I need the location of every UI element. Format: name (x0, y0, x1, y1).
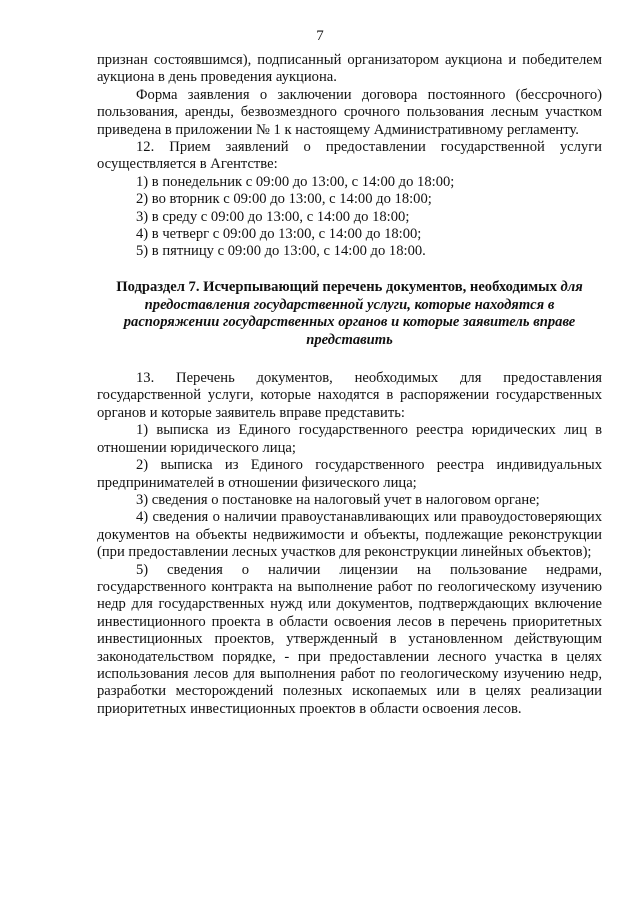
section-13-item-5: 5) сведения о наличии лицензии на пользование недрами, государственного контракта на выполнение работ по геологическому изучению недр для государственных нужд или документов, подтверждающих включение инвестиционного проекта в области освоения лесов в перечень приоритетных инвестиционных проектов, утвержденный в установленном действующим законодательством порядке, - при предоставлении лесного участка в целях использования лесов для выполнения работ по геологическому изучению недр, разработки месторождений полезных ископаемых или в целях реализации приоритетных инвестиционных проектов в области освоения лесов. (97, 561, 602, 717)
paragraph-13: 13. Перечень документов, необходимых для предоставления государственной услуги, которые находятся в распоряжении государственных органов и которые заявитель вправе представить: (97, 370, 602, 421)
paragraph-continuation: признан состоявшимся), подписанный организатором аукциона и победителем аукциона в день проведения аукциона. (97, 52, 602, 86)
section-13-item-1: 1) выписка из Единого государственного реестра юридических лиц в отношении юридического лица; (97, 422, 602, 456)
heading-rest: для предоставления государственной услуги, которые находятся в распоряжении государственных органов и которые заявитель вправе представить (123, 278, 583, 349)
subsection-7-heading (97, 279, 602, 350)
schedule-list (97, 174, 602, 261)
paragraph-12: 12. Прием заявлений о предоставлении государственной услуги осуществляется в Агентстве: (97, 139, 602, 173)
schedule-item-tuesday: 2) во вторник с 09:00 до 13:00, с 14:00 до 18:00; (136, 191, 432, 208)
page-body (97, 52, 602, 718)
section-13-item-4: 4) сведения о наличии правоустанавливающих или правоудостоверяющих документов на объекты недвижимости и объекты, подлежащие реконструкции (при предоставлении лесных участков для реконструкции линейных объектов); (97, 509, 602, 561)
section-13-item-3: 3) сведения о постановке на налоговый учет в налоговом органе; (136, 491, 540, 508)
schedule-item-thursday: 4) в четверг с 09:00 до 13:00, с 14:00 до 18:00; (136, 226, 422, 243)
schedule-item-friday: 5) в пятницу с 09:00 до 13:00, с 14:00 до 18:00. (136, 243, 426, 260)
section-13-item-2: 2) выписка из Единого государственного реестра индивидуальных предпринимателей в отношении физического лица; (97, 457, 602, 491)
section-13-list (97, 422, 602, 718)
schedule-item-monday: 1) в понедельник с 09:00 до 13:00, с 14:00 до 18:00; (136, 173, 455, 190)
heading-prefix: Подраздел 7. Исчерпывающий перечень документов, необходимых (116, 278, 557, 295)
page-number: 7 (316, 28, 324, 44)
paragraph-application-form: Форма заявления о заключении договора постоянного (бессрочного) пользования, аренды, безвозмездного срочного пользования лесным участком приведена в приложении № 1 к настоящему Административному регламенту. (97, 86, 602, 138)
schedule-item-wednesday: 3) в среду с 09:00 до 13:00, с 14:00 до 18:00; (136, 208, 410, 225)
